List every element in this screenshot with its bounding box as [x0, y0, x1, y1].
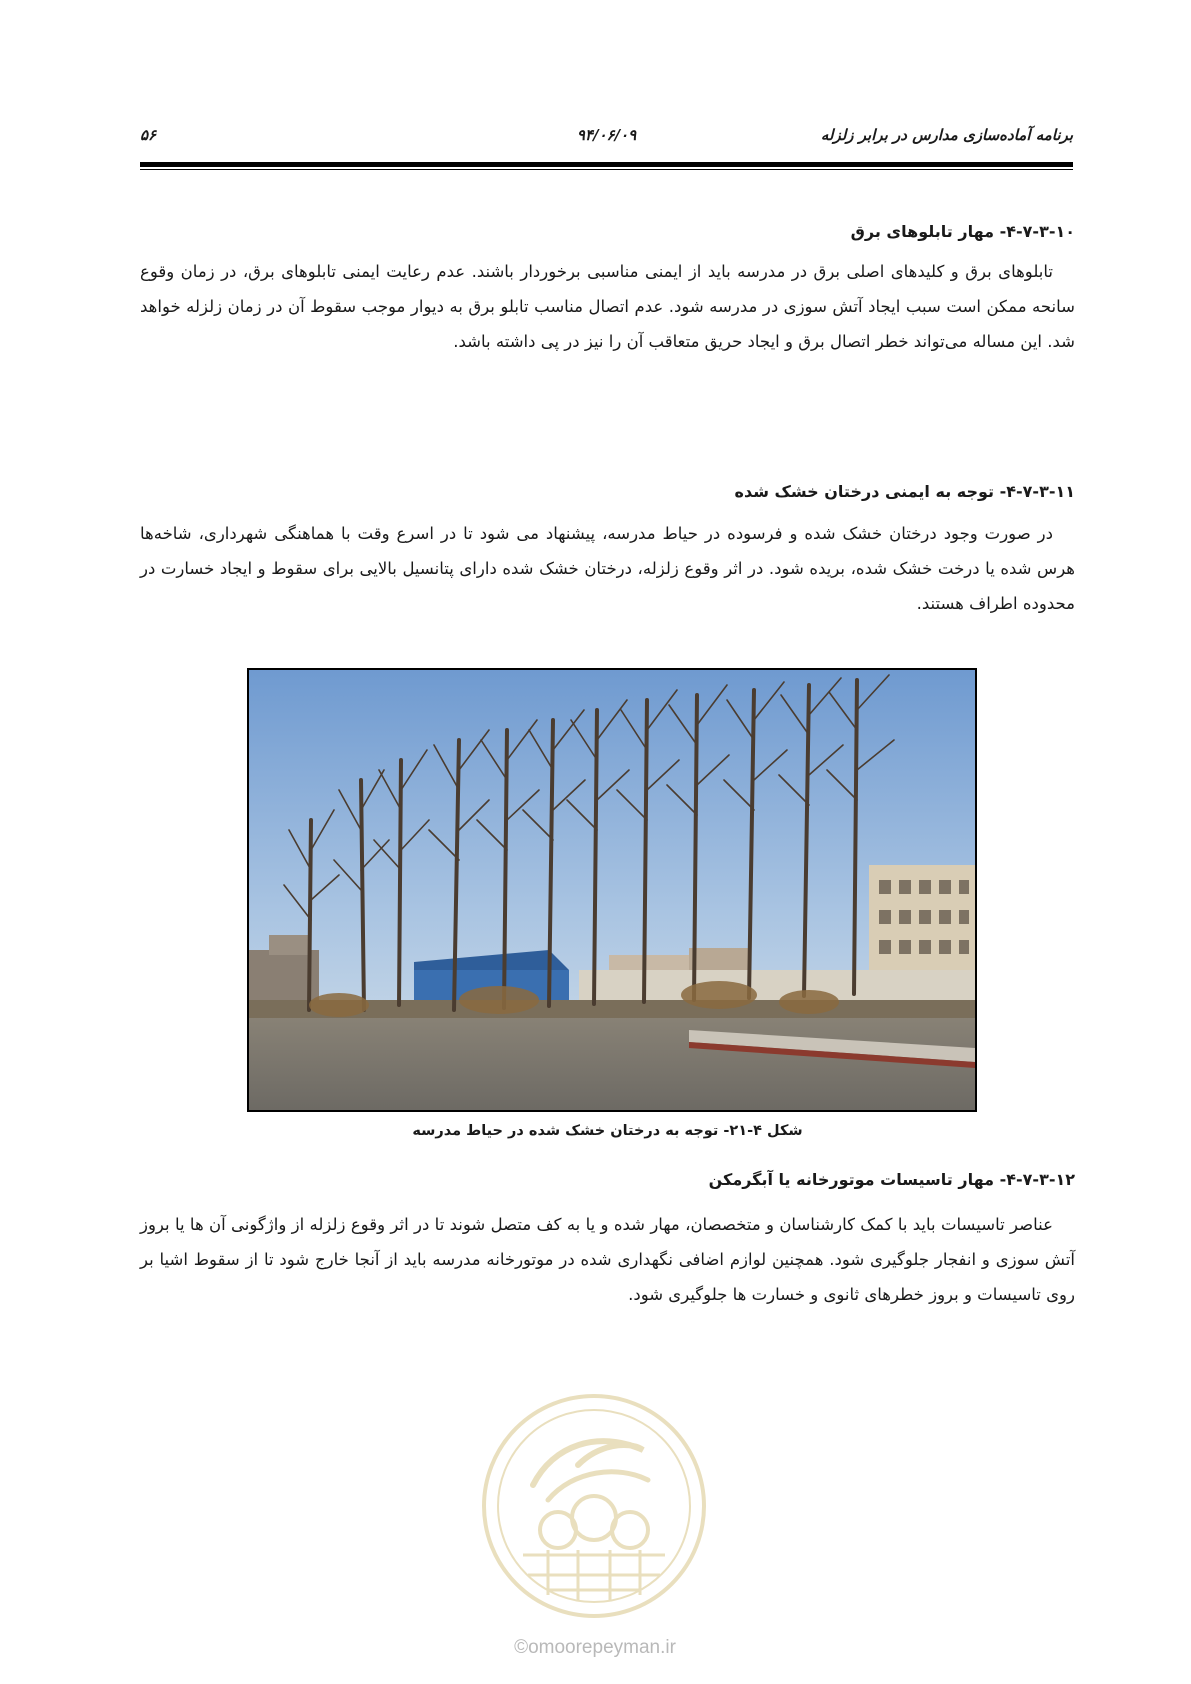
watermark-seal-logo	[478, 1390, 710, 1622]
paragraph-electrical-panels: تابلوهای برق و کلیدهای اصلی برق در مدرسه باید از ایمنی مناسبی برخوردار باشند. عدم رعایت ایمنی تابلوهای برق، در زمان وقوع سانحه ممکن است سبب ایجاد آتش سوزی در مدرسه شود. عدم اتصال مناسب تابلو برق به دیوار موجب سقوط آن در زمان زلزله خواهد شد. این مساله می‌تواند خطر اتصال برق و ایجاد حریق متعاقب آن را نیز در پی داشته باشد.	[140, 262, 1075, 351]
figure-dry-trees-photo	[247, 668, 977, 1112]
section-heading-electrical-panels: ۴-۷-۳-۱۰- مهار تابلوهای برق	[850, 222, 1075, 241]
watermark-url-text: omoorepeyman.ir	[528, 1637, 676, 1658]
watermark-url	[480, 1637, 710, 1659]
schoolyard-photo-illustration	[249, 670, 975, 1110]
paragraph-dry-trees: در صورت وجود درختان خشک شده و فرسوده در حیاط مدرسه، پیشنهاد می شود تا در اسرع وقت با هماهنگی شهرداری، شاخه‌ها هرس شده یا درخت خشک شده، بریده شود. در اثر وقوع زلزله، درختان خشک شده دارای پتانسیل بالایی برای سقوط و ایجاد خسارت در محدوده اطراف هستند.	[140, 524, 1075, 613]
paragraph-boiler-room: عناصر تاسیسات باید با کمک کارشناسان و متخصصان، مهار شده و یا به کف متصل شوند تا در اثر وقوع زلزله از واژگونی آن ها یا بروز آتش سوزی و انفجار جلوگیری شود. همچنین لوازم اضافی نگهداری شده در موتورخانه مدرسه باید از آنجا خارج شود تا از سقوط اشیا بر روی تاسیسات و بروز خطرهای ثانوی و خسارت ها جلوگیری شود.	[140, 1215, 1075, 1304]
header-date: ۹۴/۰۶/۰۹	[576, 126, 637, 144]
section-heading-dry-trees: ۴-۷-۳-۱۱- توجه به ایمنی درختان خشک شده	[734, 482, 1075, 501]
copyright-icon: ©	[514, 1637, 529, 1658]
header-title: برنامه آماده‌سازی مدارس در برابر زلزله	[820, 126, 1073, 144]
page-number: ۵۶	[140, 126, 157, 144]
section-heading-boiler-room: ۴-۷-۳-۱۲- مهار تاسیسات موتورخانه یا آبگرمکن	[708, 1170, 1075, 1189]
figure-caption: شکل ۴-۲۱- توجه به درختان خشک شده در حیاط مدرسه	[412, 1123, 803, 1139]
